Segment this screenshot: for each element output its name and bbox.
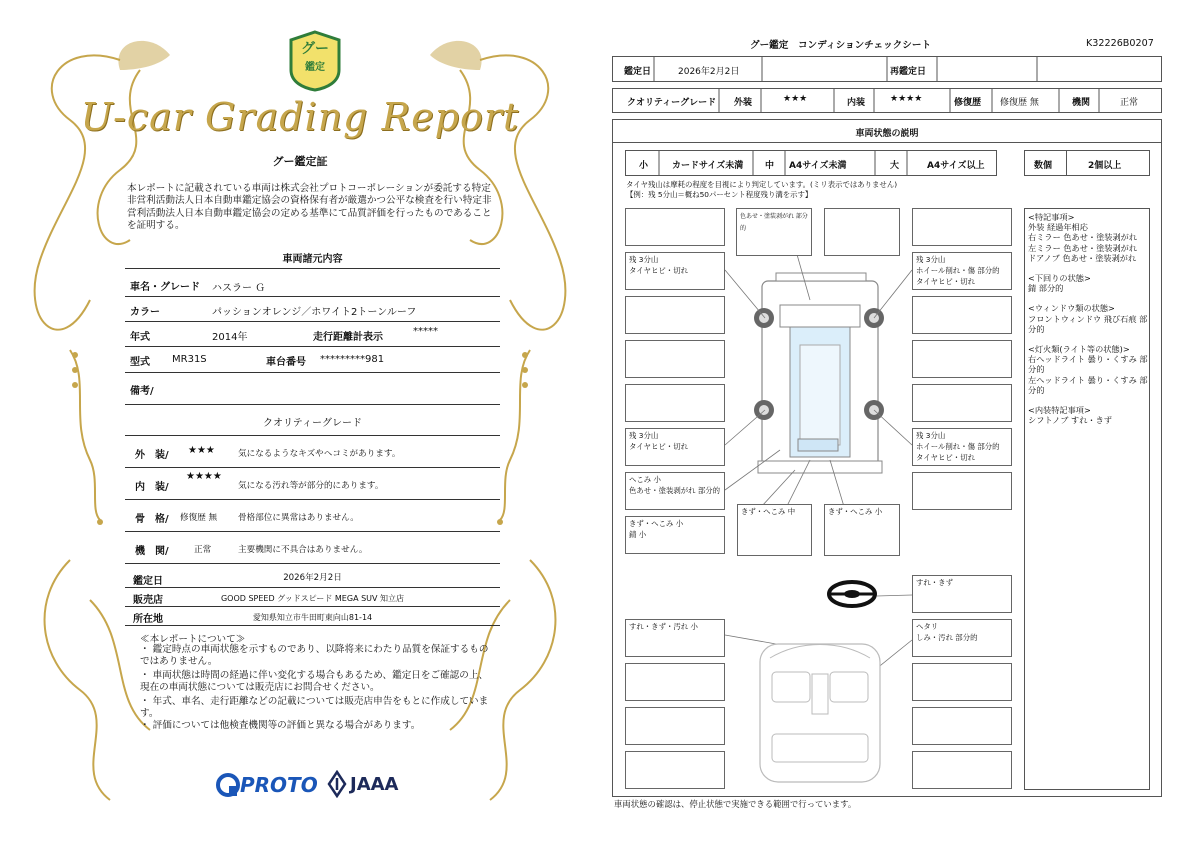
engine-value: 正常 [194,545,212,555]
special-note-line: シフトノブ すれ・きず [1028,415,1112,426]
shop-label: 販売店 [133,595,163,606]
year-value: 2014年 [212,332,248,343]
condition-box [625,663,725,701]
condition-box [912,663,1012,701]
mileage-value: ***** [413,326,438,337]
int-value: ★★★★ [890,94,923,104]
proto-logo-icon [215,772,241,798]
size-large-desc: A4サイズ以上 [927,161,985,171]
divider [125,435,500,436]
special-note-line: 左ヘッドライト 曇り・くすみ 部分的 [1028,374,1148,395]
proto-logo-text: PROTO [240,773,318,797]
car-name-label: 車名・グレード [130,282,200,293]
engine-text: 主要機関に不具合はありません。 [238,545,368,555]
condition-box-fl-tire: 残 3分山 タイヤヒビ・切れ [625,252,725,290]
chassis-label: 車台番号 [266,357,306,368]
condition-box [912,296,1012,334]
certificate-intro: 本レポートに記載されている車両は株式会社プロトコーポレーションが委託する特定非営利活動法人日本自動車鑑定協会の資格保有者が厳選かつ公平な検査を行い特定非営利活動法人日本自動車鑑定協会の定める基準にて品質評価を行ったものであることを証明する。 [127,183,492,232]
condition-box [912,384,1012,422]
condition-box [625,296,725,334]
sheet-id: K32226B0207 [1086,38,1154,49]
jaaa-logo-icon [327,770,347,798]
redate-label: 再鑑定日 [890,67,927,77]
count-label: 数個 [1034,161,1053,171]
special-note-line: ドアノブ 色あせ・塗装剥がれ [1028,252,1137,263]
notes-title: ≪本レポートについて≫ [140,634,246,645]
frame-text: 骨格部位に異常はありません。 [238,513,359,523]
condition-box-rear-mid1: きず・へこみ 中 [737,504,812,556]
remarks-label: 備考/ [130,386,154,397]
exterior-label: 外 装/ [135,450,169,461]
size-large: 大 [890,161,900,171]
size-small-desc: カードサイズ未満 [672,161,744,171]
condition-box-left-scratch: きず・へこみ 小 錆 小 [625,516,725,554]
address-value: 愛知県知立市牛田町東向山81-14 [252,613,373,622]
address-label: 所在地 [133,614,163,625]
divider [125,321,500,322]
special-note-line: 左ミラー 色あせ・塗装剥がれ [1028,242,1138,253]
condition-box-rear-mid2: きず・へこみ 小 [824,504,900,556]
sheet-date-label: 鑑定日 [624,67,652,77]
certificate-title: グー鑑定証 [272,155,328,168]
condition-box-headrest: へタリ しみ・汚れ 部分的 [912,619,1012,657]
note-item: ・ 鑑定時点の車両状態を示すものであり、以降将来にわたり品質を保証するものではありません。 [140,644,489,668]
divider [125,587,500,588]
car-name-value: ハスラー Ｇ [212,283,266,294]
condition-box [824,208,900,256]
qg-label: クオリティーグレード [627,98,717,108]
condition-box [912,472,1012,510]
condition-box [625,340,725,378]
date-value: 2026年2月2日 [283,573,342,583]
condition-box-fr-tire: 残 3分山 ホイール削れ・傷 部分的 タイヤヒビ・切れ [912,252,1012,290]
grade-section-title: クオリティーグレード [263,418,362,429]
condition-box-left-dent: へこみ 小 色あせ・塗装剥がれ 部分的 [625,472,725,510]
condition-box [625,707,725,745]
special-note-line: 右ミラー 色あせ・塗装剥がれ [1028,232,1138,243]
date-label: 鑑定日 [133,576,163,587]
interior-label: 内 装/ [135,482,169,493]
tire-note: タイヤ残山は摩耗の程度を目視により判定しています。(ミリ表示ではありません) [626,180,898,189]
special-note-line: 右ヘッドライト 曇り・くすみ 部分的 [1028,354,1148,375]
condition-box-rr-tire: 残 3分山 ホイール削れ・傷 部分的 タイヤヒビ・切れ [912,428,1012,466]
state-title: 車両状態の説明 [855,129,919,139]
shop-value: GOOD SPEED グッドスピード MEGA SUV 知立店 [220,594,405,603]
steering-wheel-icon [826,578,878,610]
color-value: パッションオレンジ／ホワイト2トーンルーフ [212,307,417,318]
condition-box [912,208,1012,246]
special-note-line: <内装特記事項> [1028,405,1091,416]
size-medium-desc: A4サイズ未満 [789,161,847,171]
divider [125,563,500,564]
repair-label: 修復歴 [954,98,982,108]
engine-label: 機 関/ [135,546,169,557]
divider [125,625,500,626]
special-notes [1028,212,1148,425]
year-label: 年式 [130,332,150,343]
condition-box [625,384,725,422]
report-script-title: U-car Grading Report [80,95,520,139]
divider [125,404,500,405]
divider [125,346,500,347]
condition-box-steering: すれ・きず [912,575,1012,613]
size-medium: 中 [765,161,775,171]
divider [125,467,500,468]
spec-section-title: 車両諸元内容 [282,254,343,265]
sheet-title: グー鑑定 コンディションチェックシート [750,40,932,51]
mileage-label: 走行距離計表示 [313,332,383,343]
special-note-line: <特記事項> [1028,212,1075,222]
condition-box-rl-tire: 残 3分山 タイヤヒビ・切れ [625,428,725,466]
frame-label: 骨 格/ [135,514,169,525]
sheet-date-value: 2026年2月2日 [678,67,740,77]
engine-sheet-label: 機関 [1072,98,1091,108]
special-note-line: <下回りの状態> [1028,273,1091,284]
divider [125,499,500,500]
interior-stars: ★★★★ [186,471,222,482]
special-note-line: フロントウィンドウ 飛び石痕 部分的 [1028,313,1148,334]
interior-text: 気になる汚れ等が部分的にあります。 [238,481,384,491]
condition-box [912,751,1012,789]
special-note-line: 錆 部分的 [1028,283,1064,294]
sheet-footer: 車両状態の確認は、停止状態で実施できる範囲で行っています。 [614,799,857,809]
divider [125,296,500,297]
car-interior-diagram [740,638,900,788]
ext-value: ★★★ [783,94,808,104]
note-item: ・ 評価については他検査機関等の評価と異なる場合があります。 [140,720,421,731]
note-item: ・ 車両状態は時間の経過に伴い変化する場合もあるため、鑑定日をご確認の上、現在の車両状態については販売店にお問合せください。 [140,670,489,694]
divider [125,268,500,269]
model-value: MR31S [172,354,207,365]
special-note-line: <ウィンドウ類の状態> [1028,303,1115,314]
ext-label: 外装 [734,98,753,108]
note-item: ・ 年式、車名、走行距離などの記載については販売店申告をもとに作成しています。 [140,696,489,720]
condition-check-sheet [600,0,1200,848]
repair-value: 修復歴 無 [1000,98,1039,108]
size-small: 小 [639,161,649,171]
tire-example: 【例：残 5分山＝概ね50パーセント程度残り溝を示す】 [626,190,813,199]
condition-box-seat-left: すれ・きず・汚れ 小 [625,619,725,657]
model-label: 型式 [130,357,150,368]
color-label: カラー [130,307,160,318]
condition-box [625,751,725,789]
badge-line2: 鑑定 [305,62,325,73]
condition-box [912,707,1012,745]
condition-text: 色あせ・塗装剥がれ 部分的 [740,213,808,232]
condition-box-front-mid [736,208,812,256]
count-value: 2個以上 [1088,161,1122,171]
int-label: 内装 [847,98,866,108]
badge-line1: グー [301,41,329,57]
divider [125,531,500,532]
frame-value: 修復歴 無 [180,513,218,523]
exterior-stars: ★★★ [188,445,215,456]
engine-sheet-value: 正常 [1120,98,1139,108]
special-note-line: <灯火類(ライト等の状態)> [1028,344,1130,355]
divider [125,606,500,607]
condition-box [912,340,1012,378]
divider [125,372,500,373]
jaaa-logo-text: JAAA [350,774,399,795]
special-note-line: 外装 経過年相応 [1028,222,1088,233]
condition-box [625,208,725,246]
chassis-value: *********981 [320,354,385,365]
exterior-text: 気になるようなキズやヘコミがあります。 [238,449,401,459]
